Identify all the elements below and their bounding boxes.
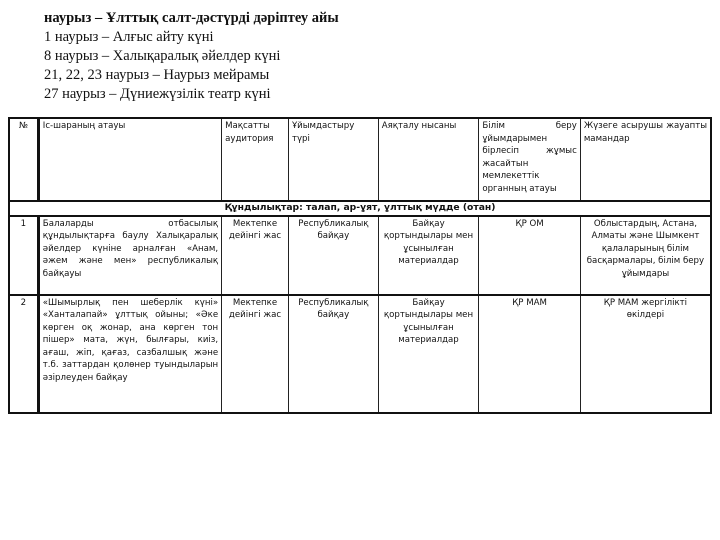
- event-name: Балаларды отбасылық құндылықтарға баулу Халықаралық әйелдер күніне арналған «Анам, әжем және мен» республикалық байқауы: [38, 216, 221, 295]
- table-header-row: [9, 118, 711, 201]
- audience: Мектепке дейінгі жас: [222, 216, 289, 295]
- row-number: 2: [9, 295, 38, 413]
- section-row: [9, 201, 711, 216]
- events-table: [8, 117, 712, 414]
- table-row: [9, 295, 711, 413]
- table-row: [9, 216, 711, 295]
- month-title: наурыз – Ұлттық салт-дәстүрді дәріптеу айы: [44, 10, 339, 26]
- header-result-form: Аяқталу нысаны: [378, 118, 479, 201]
- header-event-name: Іс-шараның атауы: [38, 118, 221, 201]
- section-title: Құндылықтар: талап, ар-ұят, ұлттық мүдде (отан): [9, 201, 711, 216]
- header-gov-body: Білім беру ұйымдарымен бірлесіп жұмыс жасайтын мемлекеттік органның атауы: [479, 118, 581, 201]
- gov-body: ҚР ОМ: [479, 216, 581, 295]
- result-form: Байқау қортындылары мен ұсынылған материалдар: [378, 216, 479, 295]
- responsible: Облыстардың, Астана, Алматы және Шымкент қалаларының білім басқармалары, білім беру ұйымдары: [580, 216, 711, 295]
- date-line-3: 21, 22, 23 наурыз – Наурыз мейрамы: [44, 67, 270, 83]
- row-number: 1: [9, 216, 38, 295]
- org-type: Республикалық байқау: [288, 216, 378, 295]
- result-form: Байқау қортындылары мен ұсынылған материалдар: [378, 295, 479, 413]
- event-name: «Шымырлық пен шеберлік күні» «Ханталапай» ұлттық ойыны; «Әке көрген оқ жонар, ана көрген тон пішер» мата, жүн, былғары, киіз, ағаш, жіп, қағаз, сазбалшық және т.б. заттардан қолөнер туындыларын әзірлеуден байқау: [38, 295, 221, 413]
- date-line-1: 1 наурыз – Алғыс айту күні: [44, 29, 214, 45]
- responsible: ҚР МАМ жергілікті өкілдері: [580, 295, 711, 413]
- header-number: №: [9, 118, 38, 201]
- date-line-2: 8 наурыз – Халықаралық әйелдер күні: [44, 48, 281, 64]
- date-line-4: 27 наурыз – Дүниежүзілік театр күні: [44, 86, 271, 102]
- header-responsible: Жүзеге асырушы жауапты мамандар: [580, 118, 711, 201]
- audience: Мектепке дейінгі жас: [222, 295, 289, 413]
- header-audience: Мақсатты аудитория: [222, 118, 289, 201]
- gov-body: ҚР МАМ: [479, 295, 581, 413]
- intro-block: [44, 9, 339, 104]
- header-org-type: Ұйымдастыру түрі: [288, 118, 378, 201]
- org-type: Республикалық байқау: [288, 295, 378, 413]
